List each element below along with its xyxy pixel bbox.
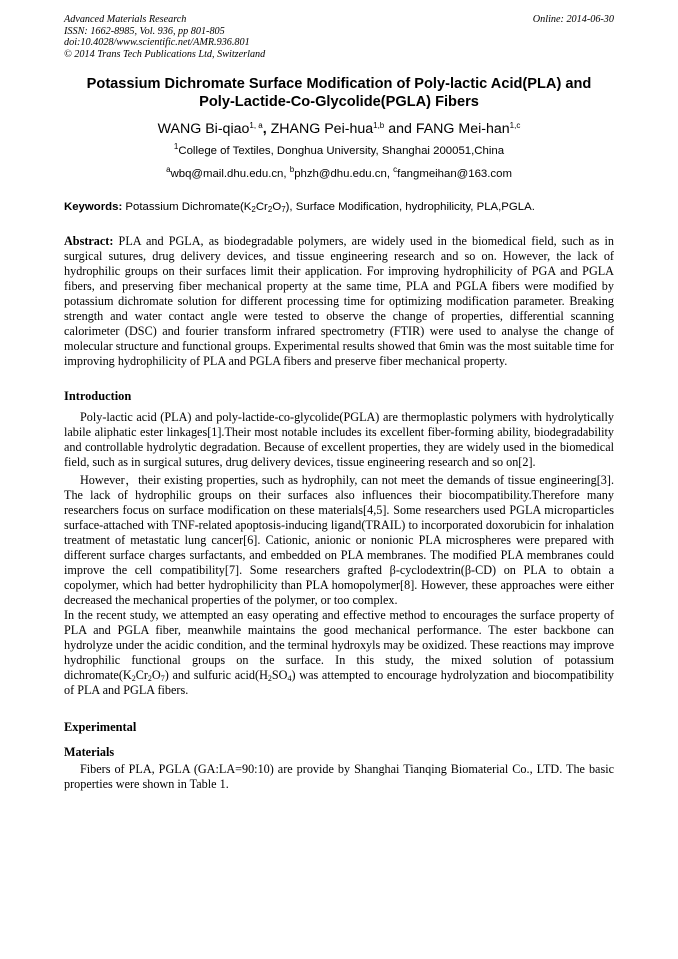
intro-paragraph-1: Poly-lactic acid (PLA) and poly-lactide-co-glycolide(PGLA) are thermoplastic polymers with hydrolytically labile aliphatic ester linkages[1].Their most notable includes its excellent fiber-forming ability, biodegradability and controllable hydrolytic degradation. Because of excellent properties, they are widely used in the biomedical field, such as in surgical sutures, drug delivery devices, tissue engineering research and so on[2]. [64, 410, 614, 470]
subscript: 2 [267, 674, 272, 684]
email-b: phzh@dhu.edu.cn, [294, 168, 394, 181]
abstract [64, 234, 614, 369]
author-separator: , [262, 121, 271, 138]
subscript: 7 [160, 674, 165, 684]
paragraph-text: ) and sulfuric acid(H [164, 668, 268, 683]
email-marker: a [166, 165, 171, 175]
title-line-2: Poly-Lactide-Co-Glycolide(PGLA) Fibers [199, 94, 479, 111]
intro-paragraph-2: However，their existing properties, such as hydrophily, can not meet the demands of tissue engineering[3]. The lack of hydrophilic groups on their surfaces also influences their biocompatibility.Therefore many researchers focus on surface modification on these materials[4,5]. Some researchers used PGLA microparticles surface-attached with TNF-related apoptosis-inducing ligand(TRAIL) to incorporated doxorubicin for inhalation treatment of metastatic lung cancer[6]. Cationic, anionic or nonionic PLA microspheres were prepared with different surface charges surfactants, and embedded on PLA membranes. The modified PLA membranes could improve the cell compatibility[7]. Some researchers grafted β-cyclodextrin(β-CD) on PLA to obtain a copolymer, which had better hydrophilicity than PLA homopolymer[8]. However, these approaches were either decreased the mechanical properties of the polymer, or too complex. [64, 473, 614, 608]
paragraph-text: SO [271, 668, 288, 683]
email-marker: b [289, 165, 295, 175]
paragraph-text: Cr [135, 668, 148, 683]
author-list [64, 121, 614, 138]
paragraph-text: ) was attempted to encourage hydrolyzation and biocompatibility of PLA and PGLA fibers. [64, 668, 614, 698]
subscript: 2 [267, 205, 273, 215]
email-marker: c [393, 165, 398, 175]
keywords-label: Keywords: [64, 201, 123, 214]
keywords-text: O [272, 201, 282, 214]
author-2: ZHANG Pei-hua [270, 121, 374, 138]
journal-header [64, 14, 614, 60]
affiliation-marker: 1 [173, 142, 179, 152]
materials-paragraph: Fibers of PLA, PGLA (GA:LA=90:10) are provide by Shanghai Tianqing Biomaterial Co., LTD. The basic properties were shown in Table 1. [64, 762, 614, 792]
abstract-text: PLA and PGLA, as biodegradable polymers, are widely used in the biomedical field, such as in surgical sutures, drug delivery devices, and tissue engineering research and so on. However, the lack of hydrophilic groups on their surfaces limit their application. For improving hydrophilicity of PGA and PGLA fibers, and preserving fiber mechanical property at the same time, PLA and PGLA fibers were modified by potassium dichromate solution for different processing time for optimizing modification parameter. Breaking strength and water contact angle were tested to observe the change of properties, differential scanning calorimeter (DSC) and fourier transform infrared spectrometry (FTIR) were used to analyse the change of molecular structure and functional groups. Experimental results showed that 6min was the most suitable time for improving hydrophilicity of PLA and PGLA fibers and preserve fiber mechanical property. [64, 234, 614, 369]
author-1: WANG Bi-qiao [157, 121, 250, 138]
subscript: 2 [251, 205, 256, 215]
subscript: 7 [281, 205, 286, 215]
online-date: Online: 2014-06-30 [532, 14, 614, 25]
author-3-affiliation: 1,c [509, 121, 521, 131]
section-heading-introduction: Introduction [64, 389, 132, 404]
intro-paragraph-3 [64, 608, 614, 698]
section-heading-experimental: Experimental [64, 720, 137, 735]
copyright-line: © 2014 Trans Tech Publications Ltd, Switzerland [64, 48, 266, 60]
author-emails [64, 167, 614, 181]
journal-name: Advanced Materials Research [64, 14, 187, 25]
keywords [64, 200, 614, 214]
issn-line: ISSN: 1662-8985, Vol. 936, pp 801-805 [64, 25, 225, 37]
subscript: 2 [147, 674, 152, 684]
doi-line: doi:10.4028/www.scientific.net/AMR.936.801 [64, 37, 250, 49]
paragraph-text: O [151, 668, 161, 683]
affiliation-text: College of Textiles, Donghua University, Shanghai 200051,China [178, 145, 505, 158]
abstract-label: Abstract: [64, 234, 114, 249]
author-3: FANG Mei-han [415, 121, 510, 138]
paragraph-text: In the recent study, we attempted an easy operating and effective method to encourages the surface property of PLA and PGLA fiber, meanwhile maintains the good mechanical performance. The ester backbone can hydrolyze under the acidic condition, and the terminal hydroxyls may be oxidized. These reactions may improve hydrophilic functional groups on the surface. In this study, the mixed solution of potassium dichromate(K [64, 608, 614, 683]
subsection-heading-materials: Materials [64, 745, 115, 760]
keywords-text: ), Surface Modification, hydrophilicity, PLA,PGLA. [285, 201, 535, 214]
author-2-affiliation: 1,b [373, 121, 385, 131]
subscript: 2 [131, 674, 136, 684]
keywords-text: Potassium Dichromate(K [122, 201, 252, 214]
email-a: wbq@mail.dhu.edu.cn, [170, 168, 290, 181]
author-separator: and [384, 121, 416, 138]
author-1-affiliation: 1, a [249, 121, 263, 131]
affiliation [64, 144, 614, 158]
keywords-text: Cr [255, 201, 268, 214]
email-c: fangmeihan@163.com [397, 168, 512, 181]
subscript: 4 [287, 674, 292, 684]
title-line-1: Potassium Dichromate Surface Modification of Poly-lactic Acid(PLA) and [86, 76, 592, 93]
paper-title [64, 75, 614, 111]
